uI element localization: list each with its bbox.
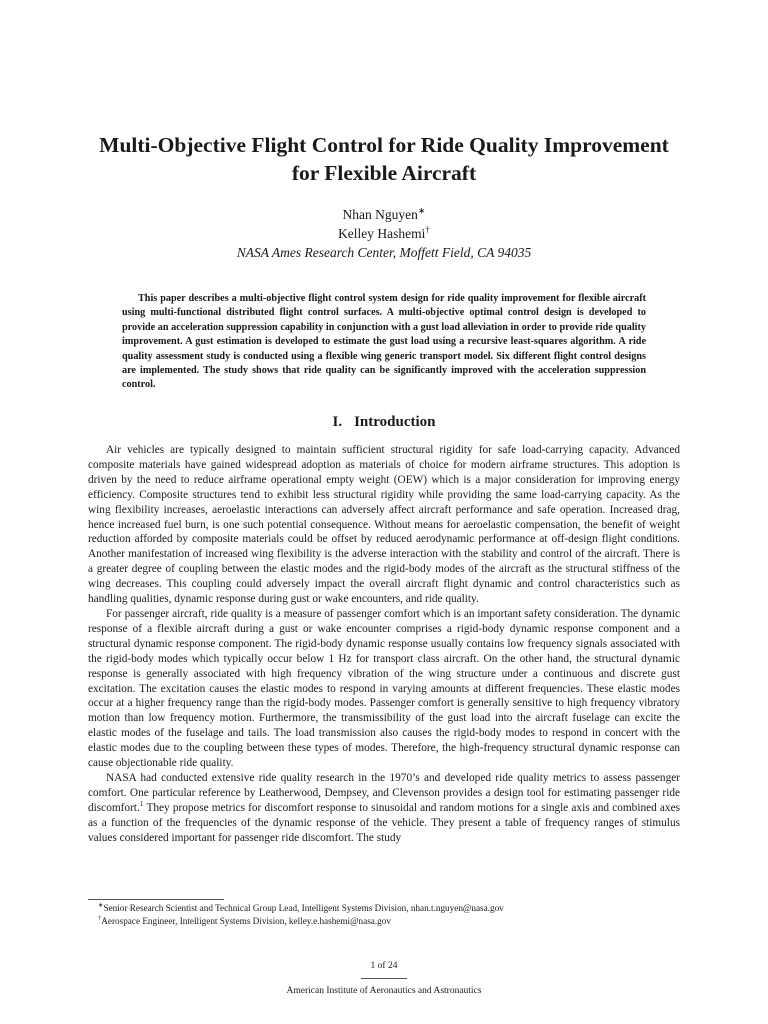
abstract bbox=[122, 292, 646, 393]
paragraph: Air vehicles are typically designed to maintain sufficient structural rigidity for safe load-carrying capacity. Advanced composite materials have gained widespread adoption as materials of choice for modern airframe structures. This adoption is driven by the need to reduce airframe operational empty weight (OEW) which is a major consideration for improving energy efficiency. Composite structures tend to exhibit less structural rigidity while providing the same load-carrying capacity. As the wing flexibility increases, aeroelastic interactions can adversely affect aircraft performance and safe operation. Increased drag, hence increased fuel burn, is one such potential consequence. Without means for aeroelastic compensation, the benefit of weight reduction afforded by composite materials could be offset by reduced aerodynamic performance at off-design flight conditions. Another manifestation of increased wing flexibility is the adverse interaction with the stability and control of the aircraft. There is a greater degree of coupling between the elastic modes and the rigid-body modes of the aircraft as the structural stiffness of the wing decreases. This coupling could adversely impact the overall aircraft flight dynamic and control characteristics such as handling qualities, dynamic response during gust or wake encounters, and ride quality. bbox=[88, 444, 680, 606]
footnote-mark: ∗ bbox=[98, 901, 104, 909]
author-1 bbox=[0, 205, 768, 224]
body-text bbox=[88, 443, 680, 895]
footnote-mark: † bbox=[98, 914, 102, 922]
section-heading bbox=[0, 412, 768, 432]
footnote-text: Aerospace Engineer, Intelligent Systems Division, kelley.e.hashemi@nasa.gov bbox=[101, 915, 391, 926]
footnote-mark: † bbox=[425, 224, 430, 235]
abstract-text: This paper describes a multi-objective flight control system design for ride quality improvement for flexible aircraft using multi-functional distributed flight control surfaces. A multi-objective optimal control design is developed to provide an acceleration suppression capability in conjunction with a gust load alleviation in order to provide ride quality improvement. A gust estimation is developed to estimate the gust load using a recursive least-squares algorithm. A ride quality assessment study is conducted using a flexible wing generic transport model. Six different flight control designs are implemented. The study shows that ride quality can be significantly improved with the acceleration suppression control. bbox=[122, 293, 646, 391]
footnote bbox=[98, 902, 678, 915]
footnote-rule bbox=[88, 899, 224, 900]
paragraph-text: They propose metrics for discomfort response to sinusoidal and random motions for a single axis and combined axes as a function of the frequencies of the dynamic response of the vehicle. They present a table of frequency ranges of stimulus values considered important for passenger ride discomfort. The study bbox=[88, 801, 680, 844]
title-line-2: for Flexible Aircraft bbox=[291, 161, 477, 185]
paper-title bbox=[0, 131, 768, 187]
section-title: Introduction bbox=[354, 414, 436, 430]
author-2 bbox=[0, 224, 768, 243]
footnotes bbox=[98, 902, 678, 927]
footnote-text: Senior Research Scientist and Technical Group Lead, Intelligent Systems Division, nhan.t.nguyen@nasa.gov bbox=[103, 903, 504, 913]
footnote bbox=[98, 915, 678, 928]
title-line-1: Multi-Objective Flight Control for Ride Quality Improvement bbox=[99, 133, 669, 157]
page-footer-rule bbox=[361, 978, 407, 979]
footnote-mark: ∗ bbox=[417, 205, 426, 216]
author-name: Nhan Nguyen bbox=[342, 207, 418, 222]
affiliation: NASA Ames Research Center, Moffett Field, CA 94035 bbox=[236, 245, 532, 260]
paragraph-text: NASA had conducted extensive ride quality research in the 1970’s and developed ride quality metrics to assess passenger comfort. One particular reference by Leatherwood, Dempsey, and Clevenson provides a design tool for estimating passenger ride discomfort. bbox=[88, 771, 680, 814]
paragraph: For passenger aircraft, ride quality is a measure of passenger comfort which is an important safety consideration. The dynamic response of a flexible aircraft during a gust or wake encounter comprises a rigid-body dynamic response component and a structural dynamic response component. The rigid-body dynamic response usually contains low frequency signals associated with the rigid-body modes which typically occur below 1 Hz for transport class aircraft. On the other hand, the structural dynamic response is generally associated with high frequency vibration of the wing structure under a continuous and discrete gust excitation. The excitation causes the elastic modes to respond in varying amounts at different frequencies. These elastic modes occur at a higher frequency range than the rigid-body modes. Passenger comfort is generally sensitive to high frequency vibratory motion than low frequency motion. Furthermore, the transmissibility of the gust load into the aircraft fuselage can excite the elastic modes of the fuselage and tails. The load transmission also causes the rigid-body modes to respond in concert with the elastic modes due to the coupling between these types of modes. Therefore, the high-frequency structural dynamic response can cause objectionable ride quality. bbox=[88, 607, 680, 770]
author-block bbox=[0, 205, 768, 262]
author-name: Kelley Hashemi bbox=[338, 226, 426, 241]
citation-ref: 1 bbox=[139, 798, 144, 808]
paragraph bbox=[88, 771, 680, 846]
section-number: I. bbox=[332, 414, 343, 430]
page-number: 1 of 24 bbox=[370, 961, 398, 971]
publisher-footer: American Institute of Aeronautics and Astronautics bbox=[286, 986, 482, 996]
